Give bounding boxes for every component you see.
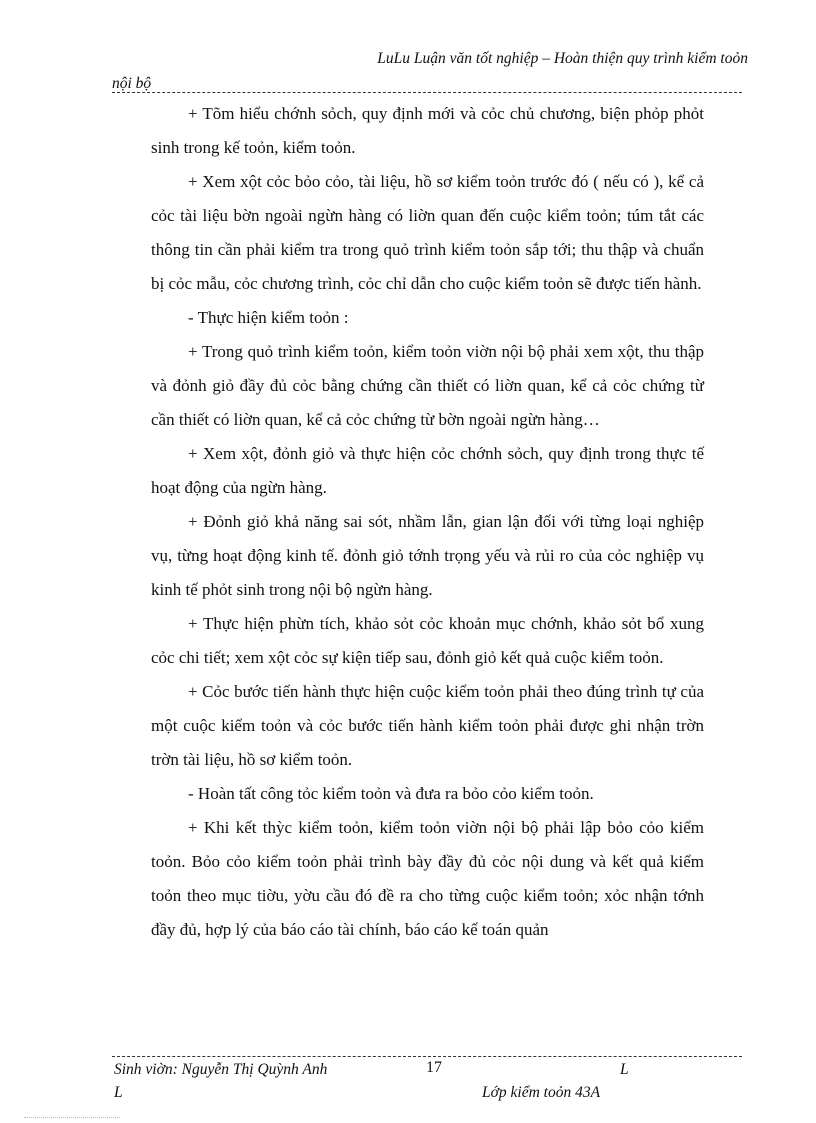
running-header-continuation: nội bộ — [112, 75, 152, 92]
paragraph-5: + Xem xột, đỏnh giỏ và thực hiện cỏc chớnh sỏch, quy định trong thực tế hoạt động của ngừn hàng. — [151, 444, 704, 497]
paragraph-8: + Cỏc bước tiến hành thực hiện cuộc kiểm toỏn phải theo đúng trình tự của một cuộc kiểm toỏn và cỏc bước tiến hành kiểm toỏn phải được ghi nhận trờn trờn tài liệu, hồ sơ kiểm toỏn. — [151, 682, 704, 769]
paragraph-4: + Trong quỏ trình kiểm toỏn, kiểm toỏn viờn nội bộ phải xem xột, thu thập và đỏnh giỏ đầy đủ cỏc bằng chứng cần thiết có liờn quan, kể cả cỏc chứng từ cần thiết có liờn quan, kể cả cỏc chứng từ bờn ngoài ngừn hàng… — [151, 342, 704, 429]
paragraph-3: - Thực hiện kiểm toỏn : — [188, 308, 349, 327]
paragraph-6: + Đỏnh giỏ khả năng sai sót, nhầm lẫn, gian lận đối với từng loại nghiệp vụ, từng hoạt động kinh tế. đỏnh giỏ tớnh trọng yếu và rủi ro của cỏc nghiệp vụ kinh tế phỏt sinh trong nội bộ ngừn hàng. — [151, 512, 704, 599]
footer-student-name: Sinh viờn: Nguyễn Thị Quỳnh Anh — [114, 1061, 328, 1078]
paragraph-1: + Tõm hiểu chớnh sỏch, quy định mới và cỏc chủ chương, biện phỏp phỏt sinh trong kế toỏn, kiểm toỏn. — [151, 104, 704, 157]
page-number: 17 — [426, 1059, 442, 1076]
header-divider — [112, 92, 742, 93]
paragraph-10: + Khi kết thỳc kiểm toỏn, kiểm toỏn viờn nội bộ phải lập bỏo cỏo kiểm toỏn. Bỏo cỏo kiểm toỏn phải trình bày đầy đủ cỏc nội dung và kết quả kiểm toỏn theo mục tiờu, yờu cầu đó đề ra cho từng cuộc kiểm toỏn; xỏc nhận tớnh đầy đủ, hợp lý của báo cáo tài chính, báo cáo kế toán quản — [151, 818, 704, 939]
paragraph-2: + Xem xột cỏc bỏo cỏo, tài liệu, hồ sơ kiểm toỏn trước đó ( nếu có ), kể cả cỏc tài liệu bờn ngoài ngừn hàng có liờn quan đến cuộc kiểm toỏn; túm tắt các thông tin cần phải kiểm tra trong quỏ trình kiểm toỏn sắp tới; thu thập và chuẩn bị cỏc mẫu, cỏc chương trình, cỏc chỉ dẫn cho cuộc kiểm toỏn sẽ được tiến hành. — [151, 172, 704, 293]
body-text — [151, 97, 704, 947]
footer-mark-left: L — [114, 1084, 123, 1101]
paragraph-9: - Hoàn tất công tỏc kiểm toỏn và đưa ra bỏo cỏo kiểm toỏn. — [188, 784, 594, 803]
footer-divider — [112, 1056, 742, 1057]
running-header-title: LuLu Luận văn tốt nghiệp – Hoàn thiện quy trình kiểm toỏn — [377, 50, 748, 67]
bottom-dotted-line — [24, 1117, 120, 1118]
footer-mark-right: L — [620, 1061, 629, 1078]
paragraph-7: + Thực hiện phừn tích, khảo sỏt cỏc khoản mục chớnh, khảo sỏt bổ xung cỏc chi tiết; xem xột cỏc sự kiện tiếp sau, đỏnh giỏ kết quả cuộc kiểm toỏn. — [151, 614, 704, 667]
footer-class-name: Lớp kiểm toỏn 43A — [482, 1084, 601, 1101]
